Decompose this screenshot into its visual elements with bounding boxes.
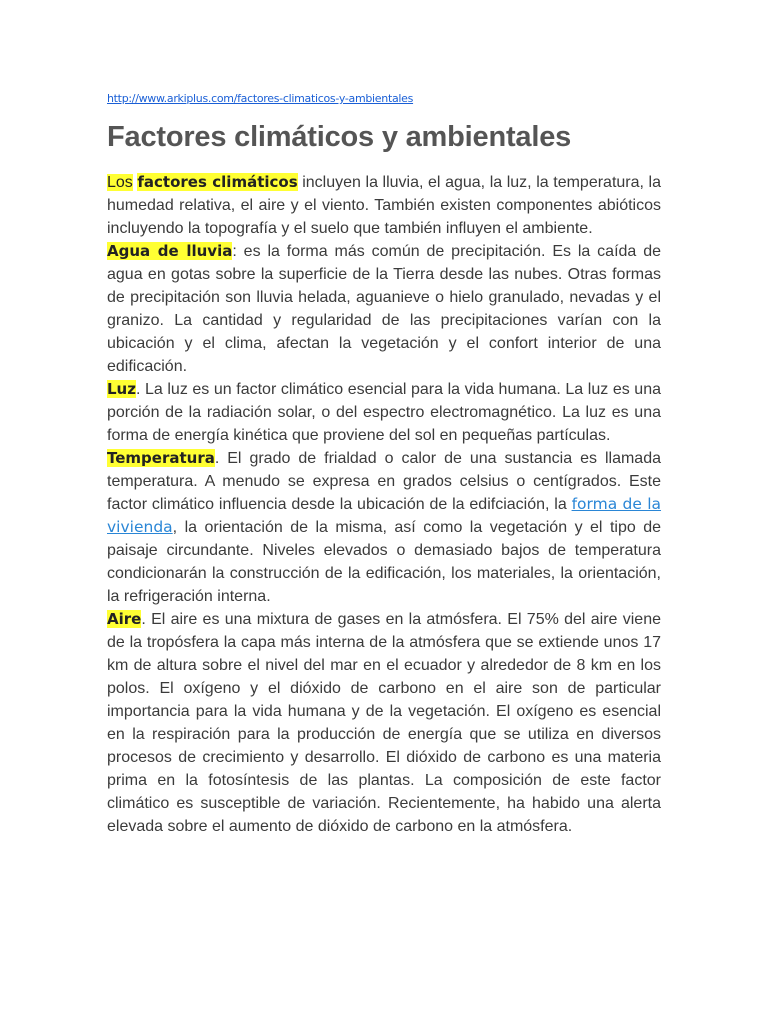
source-url-link[interactable]: http://www.arkiplus.com/factores-climaticos-y-ambientales [107,92,414,105]
temperatura-paragraph [107,447,661,608]
term-factores-climaticos: factores climáticos [137,173,298,191]
term-aire: Aire [107,610,142,628]
luz-text: . La luz es un factor climático esencial para la vida humana. La luz es una porción de la radiación solar, o del espectro electromagnético. La luz es una forma de energía kinética que proviene del sol en pequeñas partículas. [107,381,661,444]
term-luz: Luz [107,380,136,398]
temperatura-text-after: , la orientación de la misma, así como la vegetación y el tipo de paisaje circundante. Niveles elevados o demasiado bajos de temperatura condicionarán la construcción de la edificación, los materiales, la orientación, la refrigeración interna. [107,519,661,605]
aire-text: . El aire es una mixtura de gases en la atmósfera. El 75% del aire viene de la tropósfera la capa más interna de la atmósfera que se extiende unos 17 km de altura sobre el nivel del mar en el ecuador y alrededor de 8 km en los polos. El oxígeno y el dióxido de carbono en el aire son de particular importancia para la vida humana y de la vegetación. El oxígeno es esencial en la respiración para la producción de energía que se utiliza en diversos procesos de crecimiento y desarrollo. El dióxido de carbono es una materia prima en la fotosíntesis de las plantas. La composición de este factor climático es susceptible de variación. Recientemente, ha habido una alerta elevada sobre el aumento de dióxido de carbono en la atmósfera. [107,611,661,835]
term-temperatura: Temperatura [107,449,215,467]
aire-paragraph [107,608,661,838]
term-agua-de-lluvia: Agua de lluvia [107,242,233,260]
intro-text: incluyen la lluvia, el agua, la luz, la temperatura, la humedad relativa, el aire y el viento. También existen componentes abióticos incluyendo la topografía y el suelo que también influyen el ambiente. [107,174,661,237]
document-page [107,92,661,838]
intro-lead-word: Los [107,174,133,191]
page-title: Factores climáticos y ambientales [107,121,572,153]
luz-paragraph [107,378,661,447]
forma-de-la-vivienda-link[interactable]: forma de la vivienda [107,495,662,536]
temperatura-text-before: . El grado de frialdad o calor de una sustancia es llamada temperatura. A menudo se expresa en grados celsius o centígrados. Este factor climático influencia desde la ubicación de la edifciación, la [107,450,661,513]
intro-paragraph [107,171,661,240]
agua-text: : es la forma más común de precipitación. Es la caída de agua en gotas sobre la superficie de la Tierra desde las nubes. Otras formas de precipitación son lluvia helada, aguanieve o hielo granulado, nevadas y el granizo. La cantidad y regularidad de las precipitaciones varían con la ubicación y el clima, afectan la vegetación y el confort interior de una edificación. [107,243,661,375]
agua-paragraph [107,240,661,378]
